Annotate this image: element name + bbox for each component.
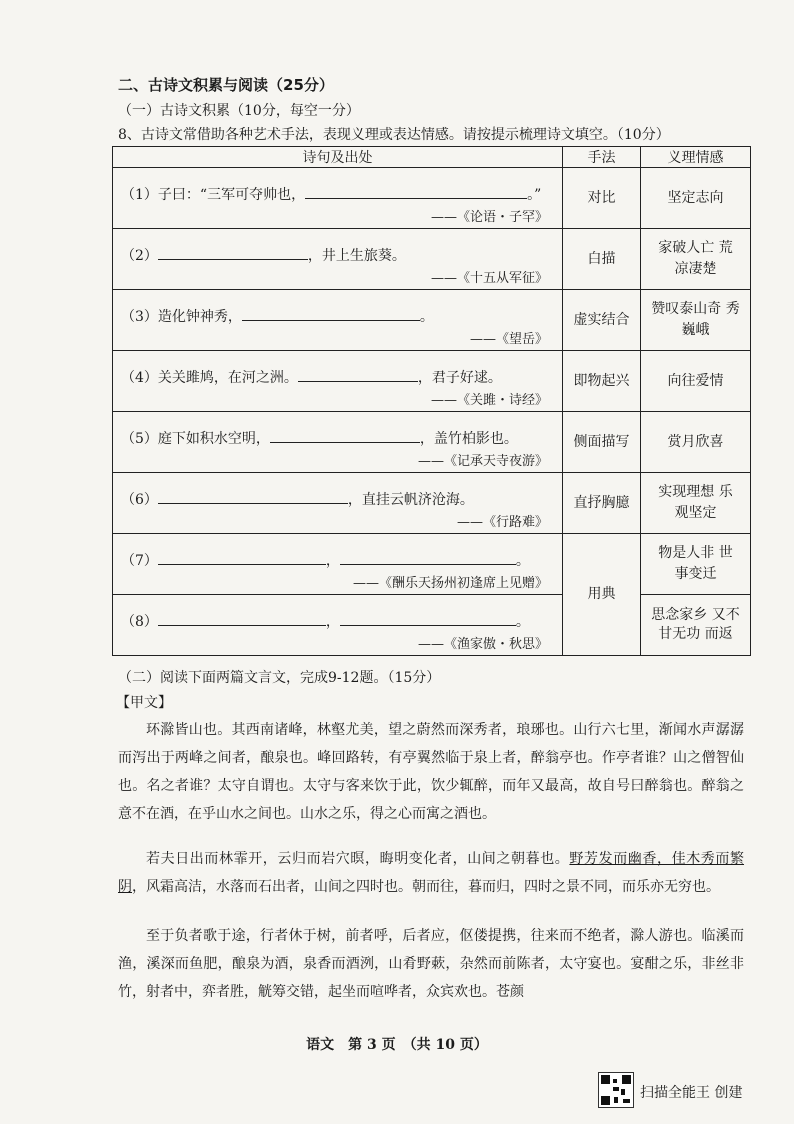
- verse-prefix: （7）: [121, 553, 158, 569]
- emotion-cell: 赏月欣喜: [641, 412, 751, 473]
- text-a-label: 【甲文】: [116, 695, 172, 711]
- answer-blank[interactable]: [158, 611, 326, 626]
- technique-cell: 即物起兴: [563, 351, 641, 412]
- table-row: [113, 412, 751, 473]
- technique-cell-shared: 用典: [563, 534, 641, 656]
- table-row: [113, 229, 751, 290]
- verse-suffix: ，君子好逑。: [417, 370, 502, 386]
- answer-blank[interactable]: [158, 550, 326, 565]
- header-verse-source: 诗句及出处: [113, 147, 563, 168]
- table-row: [113, 534, 751, 595]
- verse-source: ——《论语・子罕》: [430, 210, 548, 225]
- answer-blank[interactable]: [298, 367, 418, 382]
- paragraph-2-start: 若夫日出而林霏开，云归而岩穴暝，晦明变化者，山间之朝暮也。: [146, 851, 570, 867]
- verse-source: ——《酬乐天扬州初逢席上见赠》: [352, 576, 548, 591]
- verse-suffix: 。: [419, 309, 434, 325]
- verse-suffix: ，井上生旅葵。: [307, 248, 406, 264]
- table-row: [113, 290, 751, 351]
- verse-source: ——《行路难》: [456, 515, 548, 530]
- verse-suffix: ，盖竹柏影也。: [419, 431, 518, 447]
- verse-suffix: ，直挂云帆济沧海。: [347, 492, 474, 508]
- verse-suffix: 。: [515, 553, 530, 569]
- answer-blank[interactable]: [158, 489, 348, 504]
- subsection-title: （一）古诗文积累（10分，每空一分）: [118, 103, 360, 119]
- paragraph-2-end: ，风霜高洁，水落而石出者，山间之四时也。朝而往，暮而归，四时之景不同，而乐亦无穷也。: [132, 879, 720, 895]
- header-technique: 手法: [563, 147, 641, 168]
- technique-cell: 虚实结合: [563, 290, 641, 351]
- answer-blank[interactable]: [340, 611, 516, 626]
- paragraph-2: [118, 845, 744, 901]
- paragraph-3: 至于负者歌于途，行者休于树，前者呼，后者应，伛偻提携，往来而不绝者，滁人游也。临溪而渔，溪深而鱼肥，酿泉为酒，泉香而酒洌，山肴野蔌，杂然而前陈者，太守宴也。宴酣之乐，非丝非竹，射者中，弈者胜，觥筹交错，起坐而喧哗者，众宾欢也。苍颜: [118, 928, 744, 1000]
- answer-blank[interactable]: [340, 550, 516, 565]
- technique-cell: 白描: [563, 229, 641, 290]
- verse-prefix: （5）庭下如积水空明，: [121, 431, 270, 447]
- verse-source: ——《记承天寺夜游》: [417, 454, 548, 469]
- technique-cell: 侧面描写: [563, 412, 641, 473]
- qr-code-icon: [598, 1072, 634, 1108]
- verse-mid: ，: [325, 614, 340, 630]
- verse-prefix: （1）子曰：“三军可夺帅也，: [121, 187, 306, 203]
- section-title: 二、古诗文积累与阅读（25分）: [118, 76, 334, 94]
- table-row: [113, 168, 751, 229]
- technique-cell: 直抒胸臆: [563, 473, 641, 534]
- table-row: [113, 351, 751, 412]
- part2-title: （二）阅读下面两篇文言文，完成9-12题。（15分）: [118, 670, 441, 686]
- verse-suffix: 。”: [527, 187, 542, 203]
- emotion-cell: 赞叹泰山奇 秀巍峨: [641, 290, 751, 351]
- verse-prefix: （4）关关雎鸠，在河之洲。: [121, 370, 298, 386]
- emotion-cell: 坚定志向: [641, 168, 751, 229]
- answer-blank[interactable]: [158, 245, 308, 260]
- answer-blank[interactable]: [270, 428, 420, 443]
- verse-source: ——《关雎・诗经》: [430, 393, 548, 408]
- verse-source: ——《望岳》: [469, 332, 548, 347]
- verse-source: ——《十五从军征》: [430, 271, 548, 286]
- paragraph-1: 环滁皆山也。其西南诸峰，林壑尤美，望之蔚然而深秀者，琅琊也。山行六七里，渐闻水声潺潺而泻出于两峰之间者，酿泉也。峰回路转，有亭翼然临于泉上者，醉翁亭也。作亭者谁？山之僧智仙也。名之者谁？太守自谓也。太守与客来饮于此，饮少辄醉，而年又最高，故自号曰醉翁也。醉翁之意不在酒，在乎山水之间也。山水之乐，得之心而寓之酒也。: [118, 722, 744, 822]
- verse-prefix: （8）: [121, 614, 158, 630]
- verse-mid: ，: [325, 553, 340, 569]
- verse-prefix: （3）造化钟神秀，: [121, 309, 242, 325]
- underlined-sentence: 野芳发而幽香，佳木秀而繁阴: [118, 851, 745, 895]
- verse-prefix: （2）: [121, 248, 158, 264]
- page-footer: 语文 第 3 页 （共 10 页）: [306, 1037, 488, 1053]
- header-emotion: 义理情感: [641, 147, 751, 168]
- table-row: [113, 595, 751, 656]
- emotion-cell: 家破人亡 荒凉凄楚: [641, 229, 751, 290]
- verse-prefix: （6）: [121, 492, 158, 508]
- emotion-cell: 向往爱情: [641, 351, 751, 412]
- question-8-prompt: 8、古诗文常借助各种艺术手法，表现义理或表达情感。请按提示梳理诗文填空。（10分）: [118, 127, 670, 143]
- table-header-row: [113, 147, 751, 168]
- answer-blank[interactable]: [305, 184, 527, 199]
- emotion-cell: 物是人非 世事变迁: [641, 534, 751, 595]
- answer-blank[interactable]: [242, 306, 420, 321]
- table-row: [113, 473, 751, 534]
- poem-table: [112, 146, 751, 656]
- verse-source: ——《渔家傲・秋思》: [417, 637, 548, 652]
- emotion-cell: 实现理想 乐观坚定: [641, 473, 751, 534]
- scanner-watermark: 扫描全能王 创建: [640, 1085, 743, 1101]
- technique-cell: 对比: [563, 168, 641, 229]
- verse-suffix: 。: [515, 614, 530, 630]
- emotion-cell: 思念家乡 又不甘无功 而返: [641, 595, 751, 656]
